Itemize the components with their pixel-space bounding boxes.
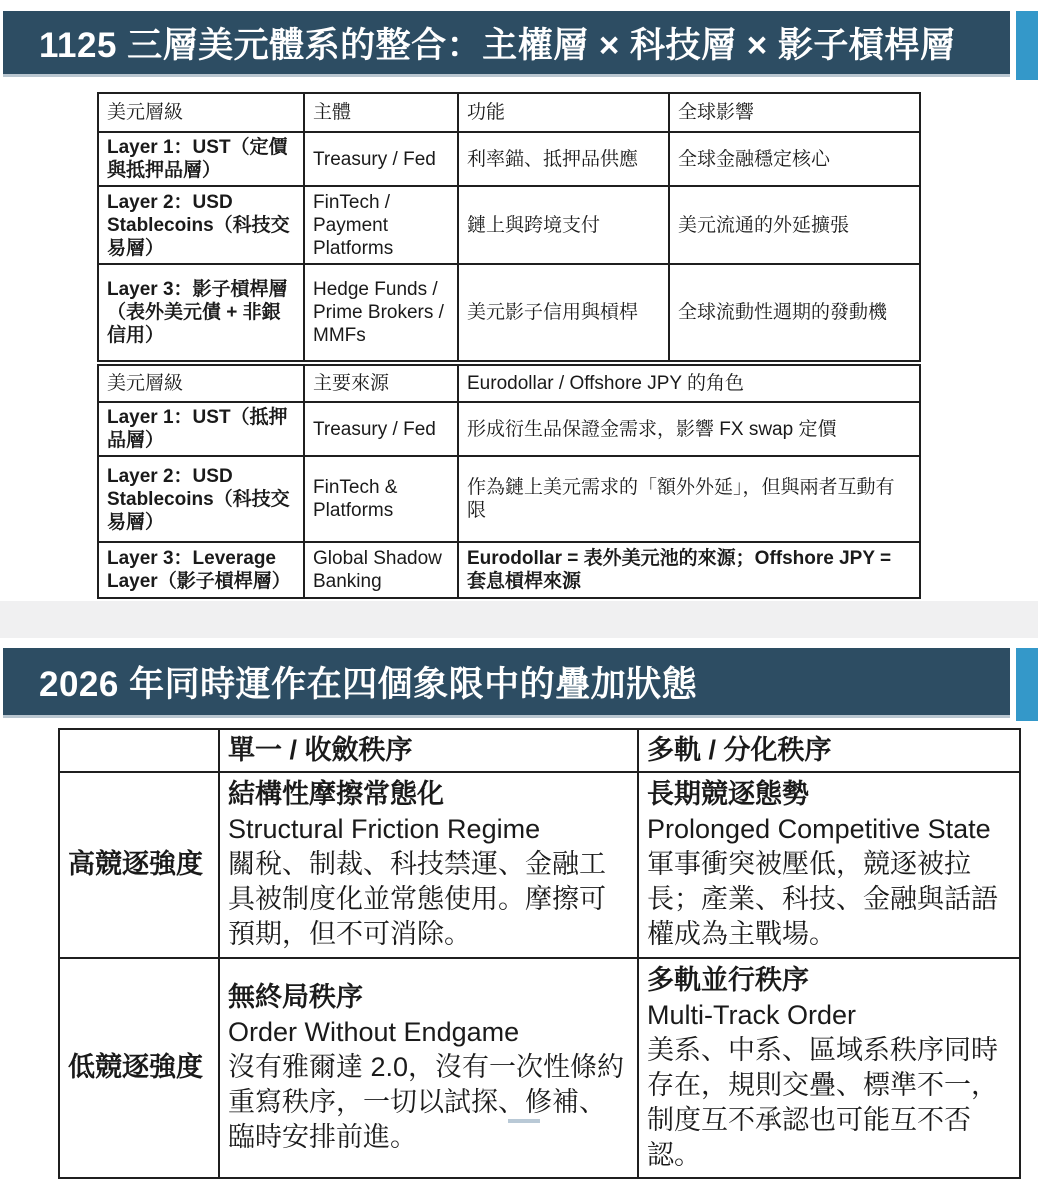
table-row [98, 132, 920, 186]
section2-title: 2026 年同時運作在四個象限中的疊加狀態 [39, 664, 698, 704]
quadrant-cell [638, 772, 1020, 957]
dollar-layers-table [97, 92, 921, 362]
cell-level: Layer 1：UST（定價與抵押品層） [98, 132, 304, 186]
cell-source: FinTech & Platforms [304, 456, 458, 542]
cell-source: Treasury / Fed [304, 402, 458, 456]
cell-entity: Treasury / Fed [304, 132, 458, 186]
dollar-sources-table [97, 364, 921, 599]
table-row [98, 186, 920, 264]
section2-title-bar [3, 648, 1010, 718]
cell-role: 形成衍生品保證金需求，影響 FX swap 定價 [458, 402, 920, 456]
quadrant-title: 多軌並行秩序 [647, 964, 809, 995]
matrix-header-row [59, 729, 1020, 772]
quadrant-title: 無終局秩序 [228, 982, 363, 1013]
quadrant-cell [638, 958, 1020, 1179]
quadrant-subtitle: Multi-Track Order [647, 999, 857, 1030]
cell-impact: 全球金融穩定核心 [669, 132, 920, 186]
section-divider-band [0, 601, 1038, 638]
col-header-source: 主要來源 [304, 365, 458, 402]
cutoff-element-sliver [508, 1119, 540, 1123]
col-header-impact: 全球影響 [669, 93, 920, 132]
quadrant-subtitle: Order Without Endgame [228, 1017, 520, 1048]
quadrant-desc: 關稅、制裁、科技禁運、金融工具被制度化並常態使用。摩擦可預期，但不可消除。 [228, 849, 606, 950]
cell-level: Layer 3：影子槓桿層（表外美元債 + 非銀信用） [98, 264, 304, 361]
cell-function: 鏈上與跨境支付 [458, 186, 669, 264]
quadrant-matrix-table [58, 728, 1021, 1179]
col-header-level: 美元層級 [98, 365, 304, 402]
quadrant-subtitle: Structural Friction Regime [228, 814, 541, 845]
table-header-row [98, 365, 920, 402]
cell-role: 作為鏈上美元需求的「額外外延」，但與兩者互動有限 [458, 456, 920, 542]
col-header-function: 功能 [458, 93, 669, 132]
table-row [98, 264, 920, 361]
cell-entity: FinTech / Payment Platforms [304, 186, 458, 264]
section1-title-bar [3, 11, 1010, 77]
table-row [98, 456, 920, 542]
matrix-row-header: 高競逐強度 [59, 772, 219, 957]
quadrant-desc: 軍事衝突被壓低，競逐被拉長；產業、科技、金融與話語權成為主戰場。 [647, 849, 998, 950]
matrix-col-header-multitrack: 多軌 / 分化秩序 [638, 729, 1020, 772]
table-header-row [98, 93, 920, 132]
matrix-row-header: 低競逐強度 [59, 958, 219, 1179]
cell-level: Layer 1：UST（抵押品層） [98, 402, 304, 456]
section1-title: 1125 三層美元體系的整合：主權層 × 科技層 × 影子槓桿層 [39, 25, 956, 65]
table-row [98, 402, 920, 456]
accent-stripe-top [1016, 11, 1038, 80]
col-header-entity: 主體 [304, 93, 458, 132]
quadrant-title: 結構性摩擦常態化 [228, 779, 444, 810]
cell-impact: 全球流動性週期的發動機 [669, 264, 920, 361]
matrix-row-high-intensity [59, 772, 1020, 957]
table-row [98, 542, 920, 598]
quadrant-desc: 美系、中系、區域系秩序同時存在，規則交疊、標準不一，制度互不承認也可能互不否認。 [647, 1034, 998, 1171]
cell-entity: Hedge Funds / Prime Brokers / MMFs [304, 264, 458, 361]
quadrant-desc: 沒有雅爾達 2.0，沒有一次性條約重寫秩序，一切以試探、修補、臨時安排前進。 [228, 1052, 625, 1153]
accent-stripe-bottom [1016, 648, 1038, 721]
cell-impact: 美元流通的外延擴張 [669, 186, 920, 264]
matrix-row-low-intensity [59, 958, 1020, 1179]
quadrant-cell [219, 772, 638, 957]
cell-level: Layer 2：USD Stablecoins（科技交易層） [98, 456, 304, 542]
matrix-col-header-converging: 單一 / 收斂秩序 [219, 729, 638, 772]
cell-level: Layer 2：USD Stablecoins（科技交易層） [98, 186, 304, 264]
cell-function: 美元影子信用與槓桿 [458, 264, 669, 361]
quadrant-subtitle: Prolonged Competitive State [647, 814, 991, 845]
cell-role: Eurodollar = 表外美元池的來源；Offshore JPY = 套息槓桿來源 [458, 542, 920, 598]
cell-level: Layer 3：Leverage Layer（影子槓桿層） [98, 542, 304, 598]
quadrant-cell [219, 958, 638, 1179]
cell-function: 利率錨、抵押品供應 [458, 132, 669, 186]
quadrant-title: 長期競逐態勢 [647, 779, 809, 810]
col-header-role: Eurodollar / Offshore JPY 的角色 [458, 365, 920, 402]
col-header-level: 美元層級 [98, 93, 304, 132]
matrix-corner-cell [59, 729, 219, 772]
cell-source: Global Shadow Banking [304, 542, 458, 598]
